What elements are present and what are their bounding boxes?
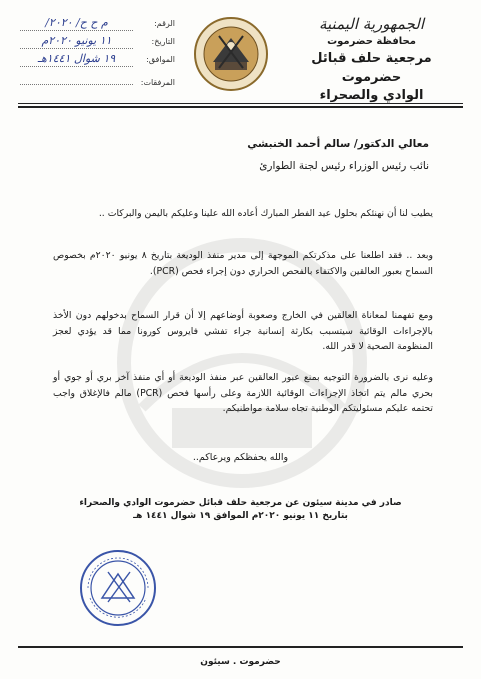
tribal-alliance-logo-icon	[193, 16, 269, 92]
hijri-date-value: ١٩ شوال ١٤٤١هـ	[20, 52, 133, 67]
paragraph-reference: وبعد .. فقد اطلعنا على مذكرتكم الموجهة إلى مدير منفذ الوديعة بتاريخ ٨ يونيو ٢٠٢٠م بخصوص السماح بعبور العالقين والاكتفاء بالفحص الحراري دون إجراء فحص (PCR).	[53, 250, 433, 277]
attachments-value	[20, 70, 133, 85]
paragraph-concern: ومع تفهمنا لمعاناة العالقين في الخارج وصعوبة أوضاعهم إلا أن قرار السماح بدخولهم دون الأخذ بالإجراءات الوقائية سيتسبب بكارثة إنسانية جراء تفشي فايروس كورونا مما قد يؤدي لعجز المنظومة الصحية لا قدر الله.	[53, 310, 433, 352]
date-value: ١١ يونيو ٢٠٢٠م	[20, 34, 133, 49]
attachments-row: المرفقات:	[20, 70, 175, 88]
header-divider-double	[18, 106, 463, 108]
authority-name: مرجعية حلف قبائل حضرموت	[311, 51, 432, 85]
official-stamp-icon	[78, 548, 158, 628]
date-row: التاريخ: ١١ يونيو ٢٠٢٠م	[20, 34, 175, 52]
footer-address: حضرموت . سيئون	[200, 657, 281, 667]
paragraph-greeting: يطيب لنا أن نهنئكم بحلول عيد الفطر المبارك أعاده الله علينا وعليكم باليمن والبركات ..	[98, 208, 433, 219]
paragraph-request: وعليه نرى بالضرورة التوجيه بمنع عبور العالقين عبر منفذ الوديعة أو أي منفذ آخر بري أو جوي أو بحري مالم يتم اتخاذ الإجراءات الوقائية اللازمة وعلى رأسها فحص (PCR) مالم فالإغلاق واجب تحتمه عليكم مسئوليتكم الوطنية تجاه سلامة مواطنيكم.	[53, 372, 433, 414]
header-divider	[18, 103, 463, 104]
issue-line-1: صادر في مدينة سيئون عن مرجعية حلف قبائل حضرموت الوادي والصحراء	[79, 498, 402, 508]
governorate-name: محافظة حضرموت	[327, 36, 416, 47]
letterhead	[284, 14, 459, 105]
footer-divider	[18, 646, 463, 648]
hijri-date-row: الموافق: ١٩ شوال ١٤٤١هـ	[20, 52, 175, 70]
republic-name: الجمهورية اليمنية	[318, 15, 424, 33]
region-name: الوادي والصحراء	[319, 88, 424, 103]
reference-block	[20, 16, 175, 88]
addressee-name: معالي الدكتور/ سالم أحمد الخنبشي	[247, 138, 429, 150]
ref-number-value: م ح ح/ ٢٠٢٠/	[20, 16, 133, 31]
closing-line: والله يحفظكم ويرعاكم..	[192, 452, 289, 463]
issue-line-2: بتاريخ ١١ يونيو ٢٠٢٠م الموافق ١٩ شوال ١٤٤١ هـ	[133, 511, 348, 521]
addressee-title: نائب رئيس الوزراء رئيس لجنة الطوارئ	[259, 160, 429, 172]
issue-statement	[0, 497, 481, 523]
ref-number-row: الرقم: م ح ح/ ٢٠٢٠/	[20, 16, 175, 34]
